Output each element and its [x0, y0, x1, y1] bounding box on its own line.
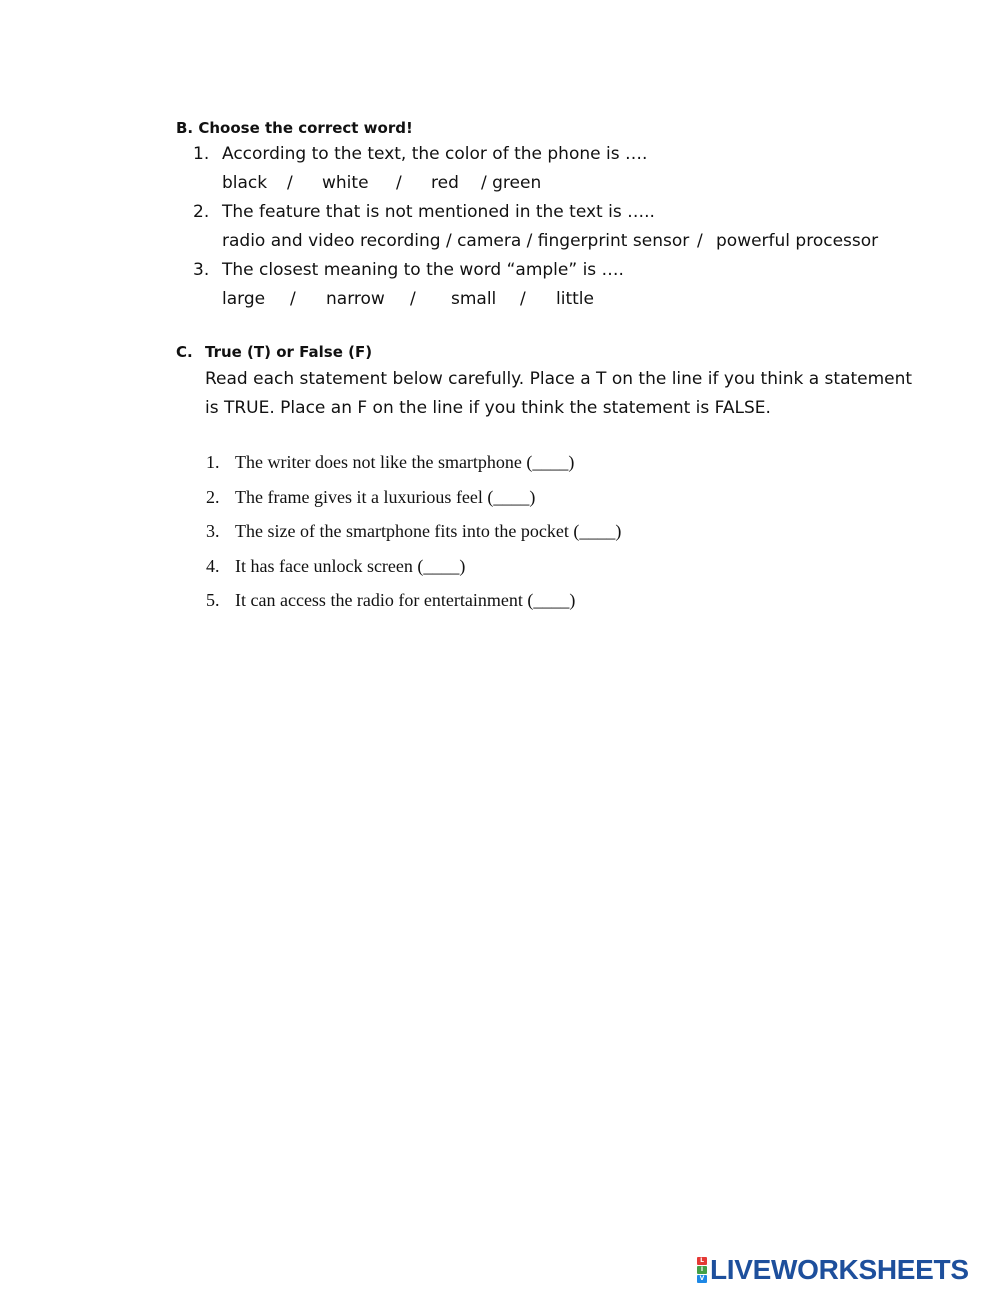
- question-text: The closest meaning to the word “ample” is ….: [222, 260, 624, 280]
- instruction-line: is TRUE. Place an F on the line if you think the statement is FALSE.: [205, 398, 771, 418]
- option-little[interactable]: little: [556, 289, 594, 309]
- option-powerful-processor[interactable]: powerful processor: [716, 231, 879, 251]
- statement-text[interactable]: The frame gives it a luxurious feel (____): [235, 487, 536, 507]
- logo-block-i: I: [697, 1266, 707, 1274]
- option-large[interactable]: large: [222, 289, 266, 309]
- instruction-line: Read each statement below carefully. Place a T on the line if you think a statement: [205, 369, 913, 389]
- option-small[interactable]: small: [451, 289, 497, 309]
- statement-text[interactable]: It has face unlock screen (____): [235, 556, 466, 576]
- question-text: The feature that is not mentioned in the text is …..: [222, 202, 655, 222]
- statement-number: 3.: [206, 521, 220, 541]
- option-white[interactable]: white: [322, 173, 369, 193]
- logo-block-v: V: [697, 1275, 707, 1283]
- statement-number: 5.: [206, 590, 220, 610]
- option-separator: /: [520, 289, 526, 309]
- statement-number: 4.: [206, 556, 220, 576]
- option-separator: /: [697, 231, 703, 251]
- section-b-title: B. Choose the correct word!: [176, 119, 413, 137]
- statement-text[interactable]: The size of the smartphone fits into the pocket (____): [235, 521, 622, 541]
- option-separator: /: [290, 289, 296, 309]
- section-c-title: True (T) or False (F): [205, 343, 373, 361]
- statement-text[interactable]: The writer does not like the smartphone (____): [235, 452, 575, 472]
- liveworksheets-logo[interactable]: [697, 1254, 969, 1286]
- option-black[interactable]: black: [222, 173, 268, 193]
- option-red[interactable]: red: [431, 173, 459, 193]
- question-number: 2.: [193, 202, 210, 222]
- option-separator: /: [287, 173, 293, 193]
- question-number: 3.: [193, 260, 210, 280]
- logo-blocks-icon: [697, 1257, 707, 1283]
- option-radio-camera-fingerprint[interactable]: radio and video recording / camera / fingerprint sensor: [222, 231, 690, 251]
- statement-number: 2.: [206, 487, 220, 507]
- logo-block-l: L: [697, 1257, 707, 1265]
- question-text: According to the text, the color of the phone is ….: [222, 144, 648, 164]
- section-c-label: C.: [176, 343, 193, 361]
- option-green[interactable]: / green: [481, 173, 542, 193]
- option-narrow[interactable]: narrow: [326, 289, 385, 309]
- question-number: 1.: [193, 144, 210, 164]
- statement-number: 1.: [206, 452, 220, 472]
- option-separator: /: [396, 173, 402, 193]
- statement-text[interactable]: It can access the radio for entertainment (____): [235, 590, 576, 610]
- brand-name: LIVEWORKSHEETS: [710, 1254, 969, 1285]
- option-separator: /: [410, 289, 416, 309]
